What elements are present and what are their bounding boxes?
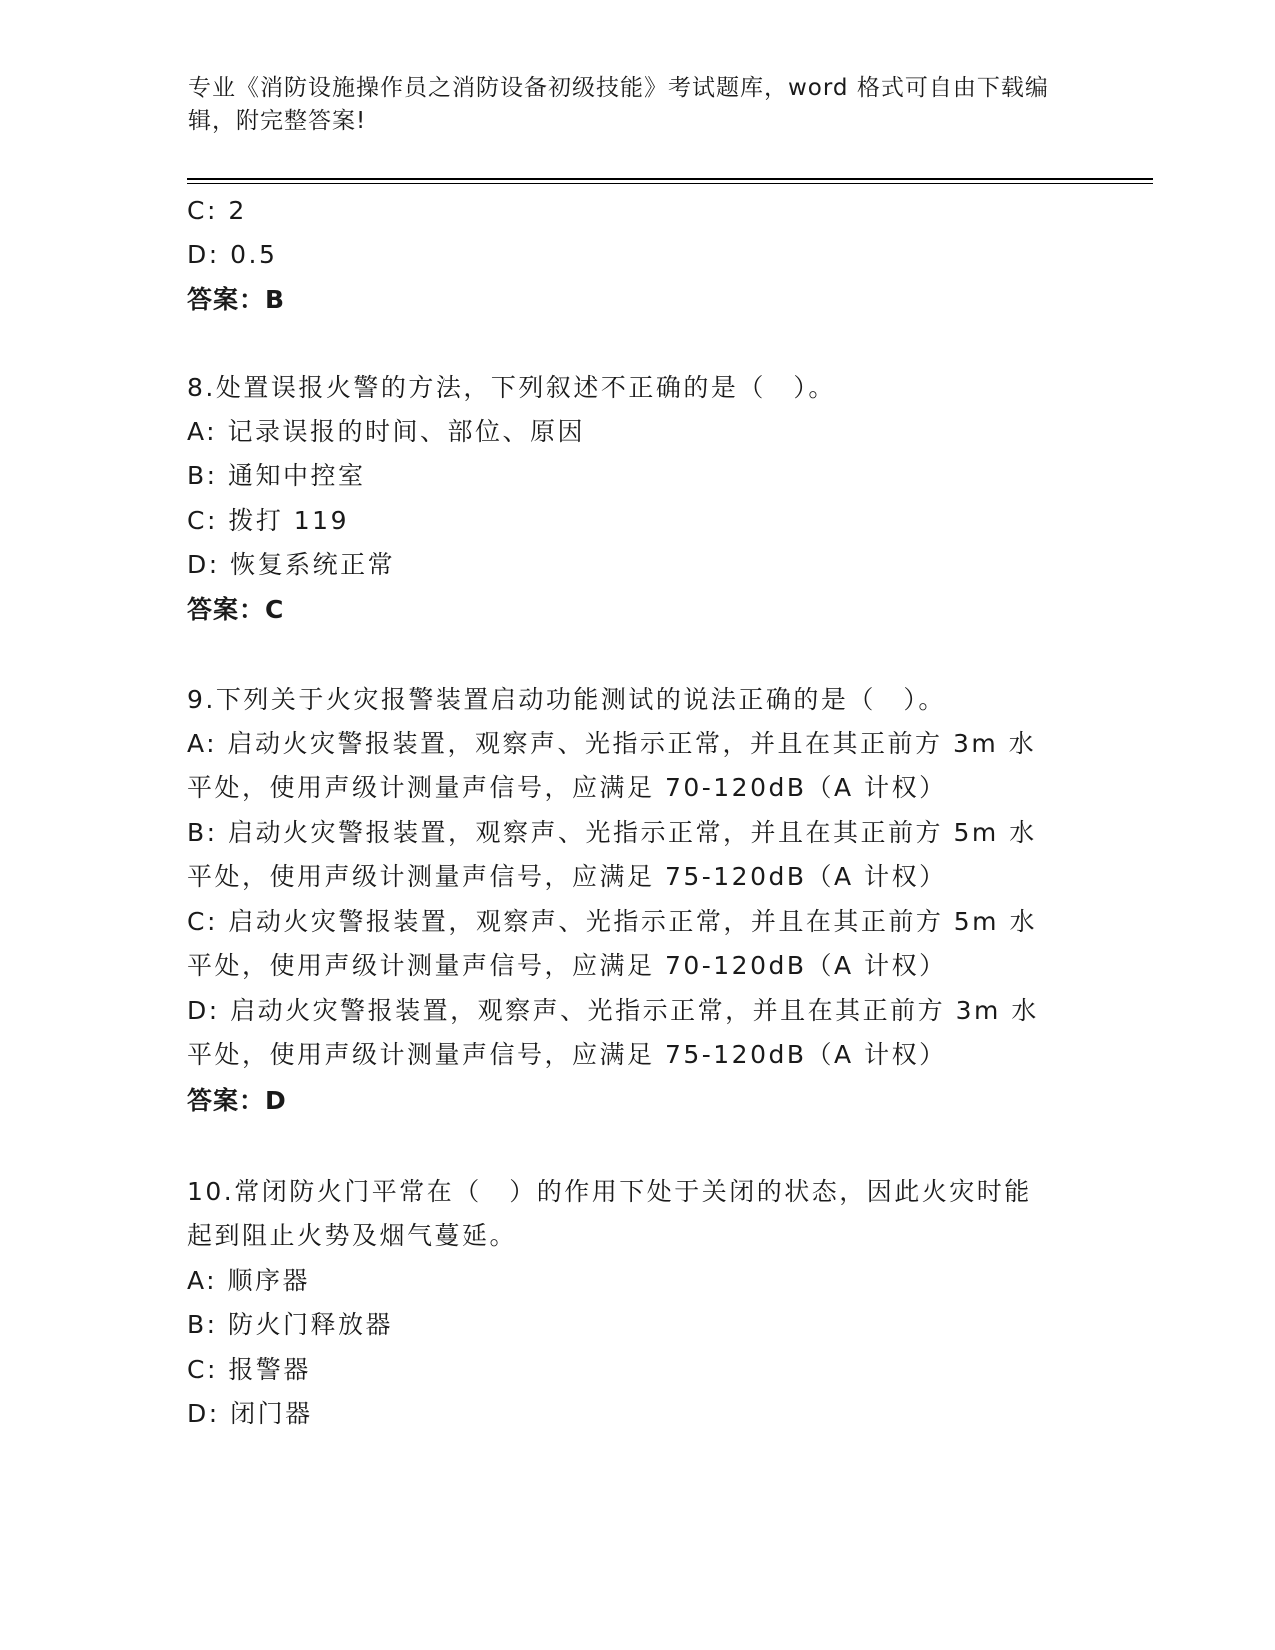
q9-option-c-line1: C: 启动火灾警报装置，观察声、光指示正常，并且在其正前方 5m 水 — [187, 907, 1037, 936]
q7-option-c: C: 2 — [187, 196, 247, 225]
q8-answer: 答案：C — [187, 595, 285, 624]
q8-stem: 8.处置误报火警的方法，下列叙述不正确的是（ ）。 — [187, 373, 836, 402]
q10-stem-line2: 起到阻止火势及烟气蔓延。 — [187, 1221, 518, 1250]
q10-stem-line1: 10.常闭防火门平常在（ ）的作用下处于关闭的状态，因此火灾时能 — [187, 1177, 1032, 1206]
q8-option-c: C: 拨打 119 — [187, 506, 349, 535]
q9-answer: 答案：D — [187, 1086, 287, 1115]
header-divider-thick — [187, 178, 1153, 180]
q9-option-a-line2: 平处，使用声级计测量声信号，应满足 70-120dB（A 计权） — [187, 773, 947, 802]
document-header: 专业《消防设施操作员之消防设备初级技能》考试题库，word 格式可自由下载编辑，附完整答案! — [188, 75, 1049, 134]
q9-stem: 9.下列关于火灾报警装置启动功能测试的说法正确的是（ ）。 — [187, 685, 946, 714]
q9-option-d-line1: D: 启动火灾警报装置，观察声、光指示正常，并且在其正前方 3m 水 — [187, 996, 1039, 1025]
q10-option-c: C: 报警器 — [187, 1355, 311, 1384]
header-divider-thin — [187, 183, 1153, 184]
q8-option-b: B: 通知中控室 — [187, 461, 366, 490]
q9-option-d-line2: 平处，使用声级计测量声信号，应满足 75-120dB（A 计权） — [187, 1040, 947, 1069]
q9-option-c-line2: 平处，使用声级计测量声信号，应满足 70-120dB（A 计权） — [187, 951, 947, 980]
q9-option-a-line1: A: 启动火灾警报装置，观察声、光指示正常，并且在其正前方 3m 水 — [187, 729, 1037, 758]
q9-option-b-line1: B: 启动火灾警报装置，观察声、光指示正常，并且在其正前方 5m 水 — [187, 818, 1037, 847]
q8-option-a: A: 记录误报的时间、部位、原因 — [187, 417, 586, 446]
q10-option-a: A: 顺序器 — [187, 1266, 311, 1295]
q9-option-b-line2: 平处，使用声级计测量声信号，应满足 75-120dB（A 计权） — [187, 862, 947, 891]
q8-option-d: D: 恢复系统正常 — [187, 550, 396, 579]
q10-option-d: D: 闭门器 — [187, 1399, 313, 1428]
q7-option-d: D: 0.5 — [187, 240, 278, 269]
q7-answer: 答案：B — [187, 285, 286, 314]
q10-option-b: B: 防火门释放器 — [187, 1310, 394, 1339]
